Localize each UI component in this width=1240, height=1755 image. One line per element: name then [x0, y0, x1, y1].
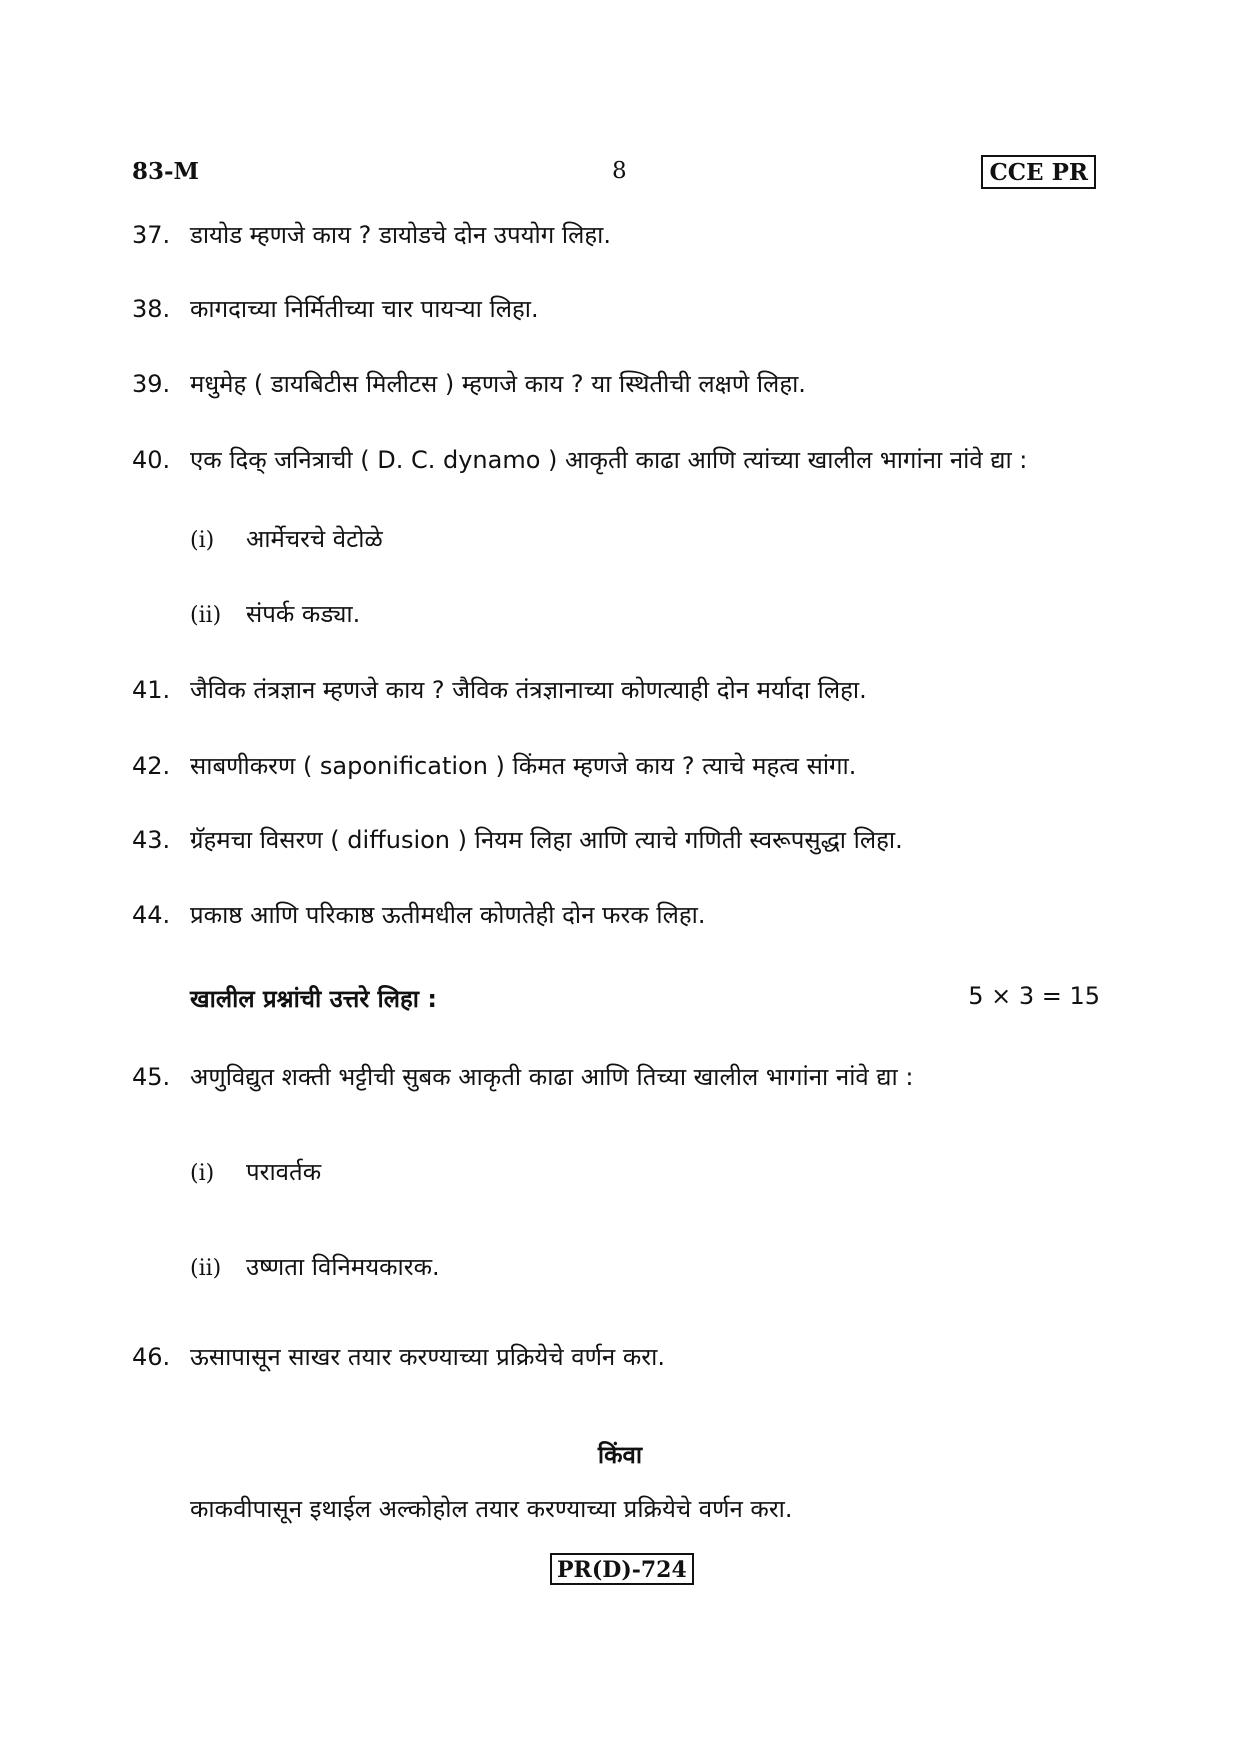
question-45-part-i — [190, 1155, 321, 1188]
question-number: 42. — [132, 752, 171, 780]
question-text: साबणीकरण ( saponification ) किंमत म्हणजे काय ? त्याचे महत्व सांगा. — [190, 752, 857, 780]
question-46 — [132, 1340, 665, 1373]
question-40-part-i — [190, 522, 383, 555]
part-text: आर्मेचरचे वेटोळे — [246, 525, 383, 553]
footer-code: PR(D)-724 — [550, 1553, 694, 1585]
question-number: 41. — [132, 676, 171, 704]
question-text: डायोड म्हणजे काय ? डायोडचे दोन उपयोग लिहा. — [190, 221, 611, 249]
question-number: 38. — [132, 295, 171, 323]
question-text: कागदाच्या निर्मितीच्या चार पायऱ्या लिहा. — [190, 295, 539, 323]
paper-code: 83-M — [132, 158, 200, 185]
part-text: परावर्तक — [246, 1158, 322, 1186]
question-number: 39. — [132, 370, 171, 398]
part-text: उष्णता विनिमयकारक. — [246, 1253, 440, 1281]
cce-pr-label: CCE PR — [981, 155, 1096, 189]
part-number: (i) — [190, 1161, 215, 1186]
question-45-part-ii — [190, 1250, 440, 1283]
question-text: एक दिक् जनित्राची ( D. C. dynamo ) आकृती काढा आणि त्यांच्या खालील भागांना नांवे द्या : — [190, 446, 1028, 474]
question-38 — [132, 292, 539, 325]
question-text: अणुविद्युत शक्ती भट्टीची सुबक आकृती काढा आणि तिच्या खालील भागांना नांवे द्या : — [190, 1063, 914, 1091]
part-number: (ii) — [190, 603, 222, 628]
question-number: 37. — [132, 221, 171, 249]
question-number: 43. — [132, 826, 171, 854]
question-43 — [132, 823, 903, 856]
question-text: जैविक तंत्रज्ञान म्हणजे काय ? जैविक तंत्रज्ञानाच्या कोणत्याही दोन मर्यादा लिहा. — [190, 676, 867, 704]
question-41 — [132, 673, 867, 706]
question-44 — [132, 898, 705, 931]
question-text: मधुमेह ( डायबिटीस मिलीटस ) म्हणजे काय ? या स्थितीची लक्षणे लिहा. — [190, 370, 806, 398]
question-number: 45. — [132, 1063, 171, 1091]
question-number: 44. — [132, 901, 171, 929]
or-label: किंवा — [597, 1441, 643, 1469]
section-instruction: खालील प्रश्नांची उत्तरे लिहा : — [190, 985, 437, 1013]
question-text: ग्रॅहमचा विसरण ( diffusion ) नियम लिहा आणि त्याचे गणिती स्वरूपसुद्धा लिहा. — [190, 826, 903, 854]
question-number: 46. — [132, 1343, 171, 1371]
question-45 — [132, 1060, 913, 1093]
question-text: ऊसापासून साखर तयार करण्याच्या प्रक्रियेचे वर्णन करा. — [190, 1343, 665, 1371]
alternative-question: काकवीपासून इथाईल अल्कोहोल तयार करण्याच्या प्रक्रियेचे वर्णन करा. — [190, 1495, 793, 1523]
question-40 — [132, 443, 1027, 476]
question-text: प्रकाष्ठ आणि परिकाष्ठ ऊतीमधील कोणतेही दोन फरक लिहा. — [190, 901, 706, 929]
page-number: 8 — [612, 158, 627, 184]
part-number: (i) — [190, 528, 215, 553]
part-number: (ii) — [190, 1256, 222, 1281]
question-42 — [132, 749, 856, 782]
question-39 — [132, 367, 806, 400]
part-text: संपर्क कड्या. — [246, 600, 361, 628]
question-number: 40. — [132, 446, 171, 474]
section-marks: 5 × 3 = 15 — [968, 982, 1100, 1010]
question-37 — [132, 218, 611, 251]
question-40-part-ii — [190, 597, 360, 630]
